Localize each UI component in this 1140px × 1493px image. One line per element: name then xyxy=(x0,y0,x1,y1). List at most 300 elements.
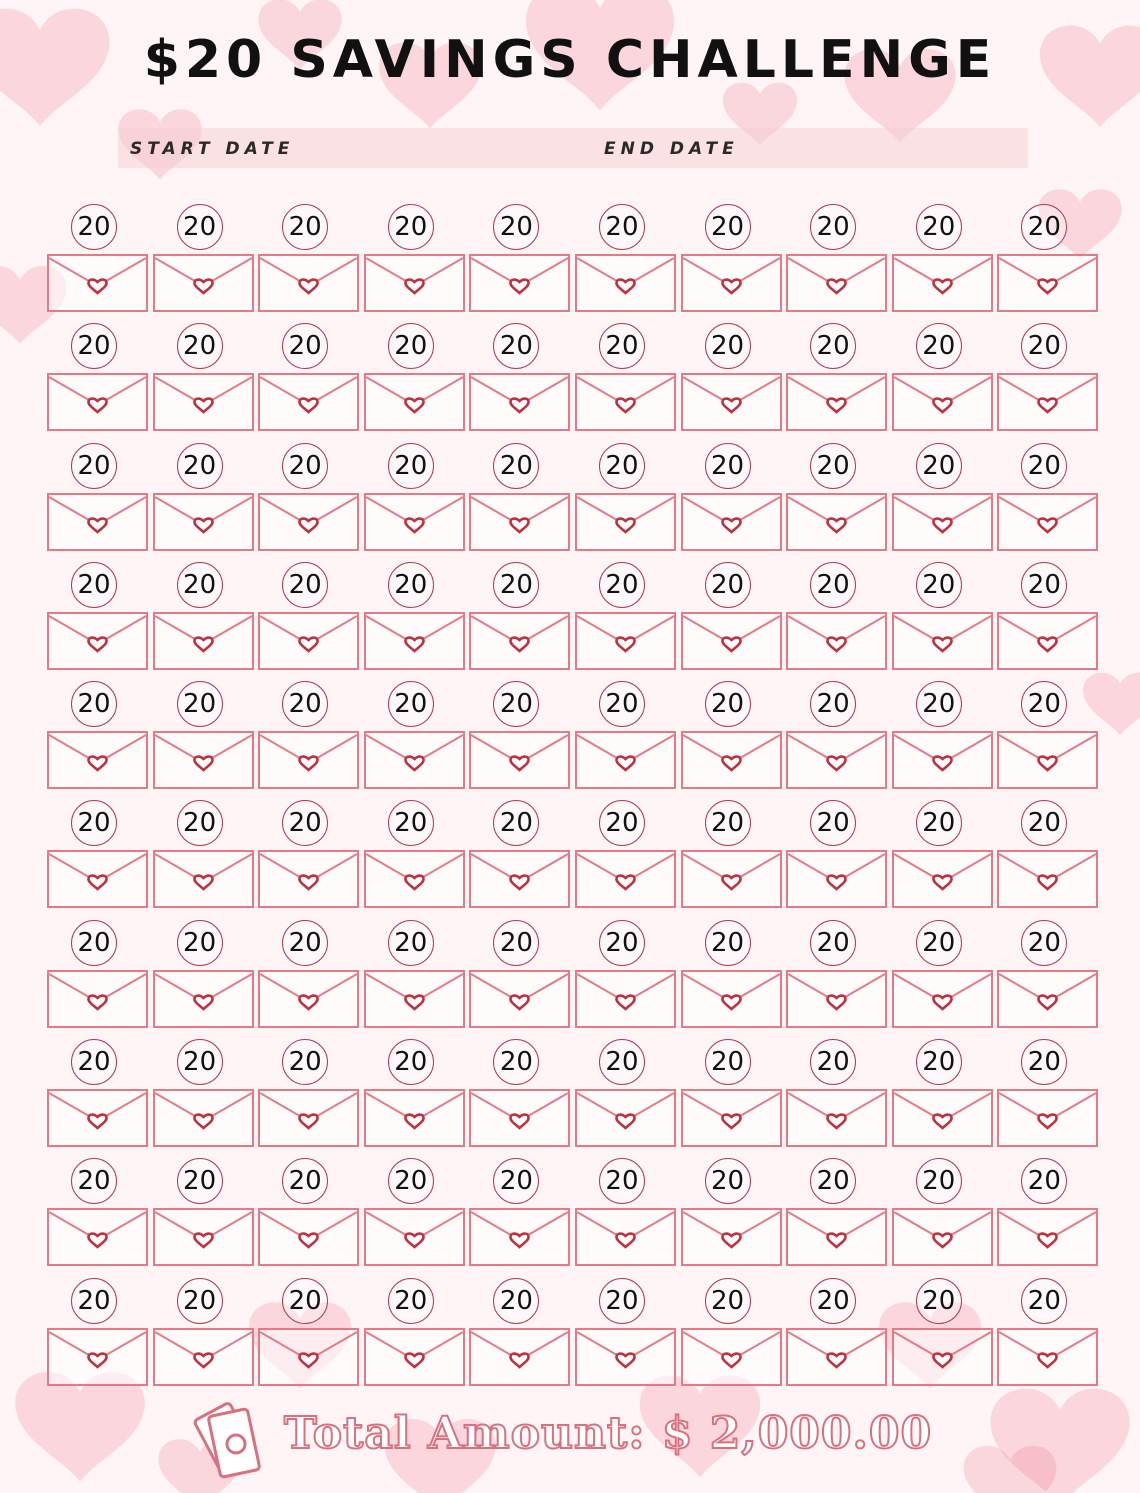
savings-cell[interactable] xyxy=(467,200,573,319)
envelope-icon[interactable] xyxy=(892,1089,993,1147)
envelope-icon[interactable] xyxy=(786,1089,887,1147)
amount-coin[interactable]: 20 xyxy=(705,323,751,369)
amount-coin[interactable]: 20 xyxy=(599,323,645,369)
envelope-icon[interactable] xyxy=(364,373,465,431)
amount-coin[interactable]: 20 xyxy=(599,204,645,250)
amount-coin[interactable]: 20 xyxy=(177,681,223,727)
amount-coin[interactable]: 20 xyxy=(916,800,962,846)
envelope-icon[interactable] xyxy=(575,1089,676,1147)
amount-coin[interactable]: 20 xyxy=(1021,800,1067,846)
amount-coin[interactable]: 20 xyxy=(71,920,117,966)
amount-coin[interactable]: 20 xyxy=(705,204,751,250)
amount-coin[interactable]: 20 xyxy=(282,800,328,846)
envelope-icon[interactable] xyxy=(575,612,676,670)
amount-coin[interactable]: 20 xyxy=(493,562,539,608)
savings-cell[interactable] xyxy=(151,1154,257,1273)
savings-cell[interactable] xyxy=(256,796,362,915)
savings-cell[interactable] xyxy=(679,200,785,319)
amount-coin[interactable]: 20 xyxy=(916,1039,962,1085)
envelope-icon[interactable] xyxy=(786,493,887,551)
savings-cell[interactable] xyxy=(573,677,679,796)
amount-coin[interactable]: 20 xyxy=(282,562,328,608)
amount-coin[interactable]: 20 xyxy=(705,800,751,846)
envelope-icon[interactable] xyxy=(575,1328,676,1386)
envelope-icon[interactable] xyxy=(364,1328,465,1386)
savings-cell[interactable] xyxy=(573,558,679,677)
amount-coin[interactable]: 20 xyxy=(705,681,751,727)
savings-cell[interactable] xyxy=(151,1035,257,1154)
envelope-icon[interactable] xyxy=(258,1089,359,1147)
envelope-icon[interactable] xyxy=(575,970,676,1028)
savings-cell[interactable] xyxy=(995,200,1101,319)
amount-coin[interactable]: 20 xyxy=(388,1158,434,1204)
envelope-icon[interactable] xyxy=(575,254,676,312)
savings-cell[interactable] xyxy=(890,1154,996,1273)
envelope-icon[interactable] xyxy=(258,970,359,1028)
amount-coin[interactable]: 20 xyxy=(810,323,856,369)
envelope-icon[interactable] xyxy=(153,1208,254,1266)
savings-cell[interactable] xyxy=(995,916,1101,1035)
amount-coin[interactable]: 20 xyxy=(599,1039,645,1085)
envelope-icon[interactable] xyxy=(786,850,887,908)
savings-cell[interactable] xyxy=(784,677,890,796)
amount-coin[interactable]: 20 xyxy=(916,323,962,369)
envelope-icon[interactable] xyxy=(892,731,993,789)
envelope-icon[interactable] xyxy=(892,493,993,551)
amount-coin[interactable]: 20 xyxy=(71,562,117,608)
envelope-icon[interactable] xyxy=(997,850,1098,908)
savings-cell[interactable] xyxy=(890,319,996,438)
amount-coin[interactable]: 20 xyxy=(916,204,962,250)
savings-cell[interactable] xyxy=(151,1274,257,1393)
envelope-icon[interactable] xyxy=(364,1208,465,1266)
savings-cell[interactable] xyxy=(256,439,362,558)
envelope-icon[interactable] xyxy=(258,1208,359,1266)
amount-coin[interactable]: 20 xyxy=(1021,562,1067,608)
savings-cell[interactable] xyxy=(467,1274,573,1393)
envelope-icon[interactable] xyxy=(258,493,359,551)
savings-cell[interactable] xyxy=(679,319,785,438)
savings-cell[interactable] xyxy=(890,677,996,796)
envelope-icon[interactable] xyxy=(892,970,993,1028)
savings-cell[interactable] xyxy=(362,1274,468,1393)
amount-coin[interactable]: 20 xyxy=(388,323,434,369)
envelope-icon[interactable] xyxy=(997,1089,1098,1147)
savings-cell[interactable] xyxy=(995,796,1101,915)
amount-coin[interactable]: 20 xyxy=(916,1158,962,1204)
savings-cell[interactable] xyxy=(467,677,573,796)
envelope-icon[interactable] xyxy=(47,970,148,1028)
savings-cell[interactable] xyxy=(995,1154,1101,1273)
envelope-icon[interactable] xyxy=(47,1089,148,1147)
savings-cell[interactable] xyxy=(45,319,151,438)
envelope-icon[interactable] xyxy=(258,850,359,908)
amount-coin[interactable]: 20 xyxy=(282,681,328,727)
savings-cell[interactable] xyxy=(45,677,151,796)
amount-coin[interactable]: 20 xyxy=(705,1158,751,1204)
amount-coin[interactable]: 20 xyxy=(493,323,539,369)
savings-cell[interactable] xyxy=(995,1274,1101,1393)
envelope-icon[interactable] xyxy=(153,373,254,431)
envelope-icon[interactable] xyxy=(681,254,782,312)
amount-coin[interactable]: 20 xyxy=(810,1158,856,1204)
savings-cell[interactable] xyxy=(256,200,362,319)
amount-coin[interactable]: 20 xyxy=(388,1278,434,1324)
envelope-icon[interactable] xyxy=(681,493,782,551)
envelope-icon[interactable] xyxy=(892,1208,993,1266)
savings-cell[interactable] xyxy=(362,916,468,1035)
envelope-icon[interactable] xyxy=(469,373,570,431)
envelope-icon[interactable] xyxy=(575,731,676,789)
amount-coin[interactable]: 20 xyxy=(388,204,434,250)
savings-cell[interactable] xyxy=(45,439,151,558)
amount-coin[interactable]: 20 xyxy=(493,1278,539,1324)
savings-cell[interactable] xyxy=(995,558,1101,677)
savings-cell[interactable] xyxy=(362,677,468,796)
amount-coin[interactable]: 20 xyxy=(493,443,539,489)
amount-coin[interactable]: 20 xyxy=(493,204,539,250)
savings-cell[interactable] xyxy=(362,319,468,438)
amount-coin[interactable]: 20 xyxy=(388,681,434,727)
amount-coin[interactable]: 20 xyxy=(1021,1039,1067,1085)
amount-coin[interactable]: 20 xyxy=(1021,1278,1067,1324)
amount-coin[interactable]: 20 xyxy=(916,1278,962,1324)
envelope-icon[interactable] xyxy=(469,1208,570,1266)
envelope-icon[interactable] xyxy=(47,1328,148,1386)
amount-coin[interactable]: 20 xyxy=(705,1039,751,1085)
savings-cell[interactable] xyxy=(256,1035,362,1154)
envelope-icon[interactable] xyxy=(892,373,993,431)
savings-cell[interactable] xyxy=(467,796,573,915)
savings-cell[interactable] xyxy=(256,319,362,438)
amount-coin[interactable]: 20 xyxy=(388,920,434,966)
savings-cell[interactable] xyxy=(995,1035,1101,1154)
envelope-icon[interactable] xyxy=(47,254,148,312)
amount-coin[interactable]: 20 xyxy=(1021,443,1067,489)
savings-cell[interactable] xyxy=(890,200,996,319)
envelope-icon[interactable] xyxy=(892,612,993,670)
savings-cell[interactable] xyxy=(784,558,890,677)
savings-cell[interactable] xyxy=(467,1154,573,1273)
savings-cell[interactable] xyxy=(362,1035,468,1154)
envelope-icon[interactable] xyxy=(997,1208,1098,1266)
savings-cell[interactable] xyxy=(679,1154,785,1273)
envelope-icon[interactable] xyxy=(258,1328,359,1386)
envelope-icon[interactable] xyxy=(997,731,1098,789)
savings-cell[interactable] xyxy=(467,558,573,677)
savings-cell[interactable] xyxy=(679,439,785,558)
envelope-icon[interactable] xyxy=(258,373,359,431)
envelope-icon[interactable] xyxy=(681,970,782,1028)
amount-coin[interactable]: 20 xyxy=(1021,323,1067,369)
envelope-icon[interactable] xyxy=(575,373,676,431)
savings-cell[interactable] xyxy=(784,1035,890,1154)
amount-coin[interactable]: 20 xyxy=(1021,1158,1067,1204)
savings-cell[interactable] xyxy=(890,916,996,1035)
amount-coin[interactable]: 20 xyxy=(282,323,328,369)
envelope-icon[interactable] xyxy=(997,493,1098,551)
envelope-icon[interactable] xyxy=(786,970,887,1028)
amount-coin[interactable]: 20 xyxy=(599,920,645,966)
amount-coin[interactable]: 20 xyxy=(177,920,223,966)
savings-cell[interactable] xyxy=(890,796,996,915)
envelope-icon[interactable] xyxy=(786,1208,887,1266)
savings-cell[interactable] xyxy=(362,200,468,319)
amount-coin[interactable]: 20 xyxy=(599,800,645,846)
savings-cell[interactable] xyxy=(679,677,785,796)
savings-cell[interactable] xyxy=(151,796,257,915)
amount-coin[interactable]: 20 xyxy=(599,1158,645,1204)
savings-cell[interactable] xyxy=(151,677,257,796)
amount-coin[interactable]: 20 xyxy=(177,800,223,846)
amount-coin[interactable]: 20 xyxy=(177,1039,223,1085)
envelope-icon[interactable] xyxy=(153,970,254,1028)
envelope-icon[interactable] xyxy=(997,1328,1098,1386)
savings-cell[interactable] xyxy=(995,677,1101,796)
amount-coin[interactable]: 20 xyxy=(810,681,856,727)
envelope-icon[interactable] xyxy=(997,254,1098,312)
savings-cell[interactable] xyxy=(256,916,362,1035)
envelope-icon[interactable] xyxy=(47,850,148,908)
envelope-icon[interactable] xyxy=(681,731,782,789)
envelope-icon[interactable] xyxy=(786,731,887,789)
savings-cell[interactable] xyxy=(45,1154,151,1273)
amount-coin[interactable]: 20 xyxy=(71,1158,117,1204)
savings-cell[interactable] xyxy=(784,916,890,1035)
envelope-icon[interactable] xyxy=(997,970,1098,1028)
amount-coin[interactable]: 20 xyxy=(71,681,117,727)
amount-coin[interactable]: 20 xyxy=(916,562,962,608)
savings-cell[interactable] xyxy=(573,439,679,558)
savings-cell[interactable] xyxy=(45,1274,151,1393)
envelope-icon[interactable] xyxy=(786,254,887,312)
amount-coin[interactable]: 20 xyxy=(599,1278,645,1324)
envelope-icon[interactable] xyxy=(786,373,887,431)
amount-coin[interactable]: 20 xyxy=(810,204,856,250)
savings-cell[interactable] xyxy=(679,558,785,677)
amount-coin[interactable]: 20 xyxy=(177,562,223,608)
savings-cell[interactable] xyxy=(151,319,257,438)
amount-coin[interactable]: 20 xyxy=(177,323,223,369)
savings-cell[interactable] xyxy=(995,439,1101,558)
envelope-icon[interactable] xyxy=(892,254,993,312)
savings-cell[interactable] xyxy=(362,558,468,677)
amount-coin[interactable]: 20 xyxy=(493,1039,539,1085)
savings-cell[interactable] xyxy=(573,200,679,319)
envelope-icon[interactable] xyxy=(153,731,254,789)
savings-cell[interactable] xyxy=(256,677,362,796)
envelope-icon[interactable] xyxy=(47,373,148,431)
amount-coin[interactable]: 20 xyxy=(177,443,223,489)
savings-cell[interactable] xyxy=(784,796,890,915)
amount-coin[interactable]: 20 xyxy=(388,443,434,489)
amount-coin[interactable]: 20 xyxy=(916,920,962,966)
amount-coin[interactable]: 20 xyxy=(705,1278,751,1324)
envelope-icon[interactable] xyxy=(681,612,782,670)
envelope-icon[interactable] xyxy=(469,731,570,789)
envelope-icon[interactable] xyxy=(997,373,1098,431)
amount-coin[interactable]: 20 xyxy=(810,800,856,846)
amount-coin[interactable]: 20 xyxy=(493,800,539,846)
envelope-icon[interactable] xyxy=(258,731,359,789)
amount-coin[interactable]: 20 xyxy=(810,920,856,966)
amount-coin[interactable]: 20 xyxy=(810,443,856,489)
savings-cell[interactable] xyxy=(573,916,679,1035)
savings-cell[interactable] xyxy=(362,1154,468,1273)
amount-coin[interactable]: 20 xyxy=(705,562,751,608)
savings-cell[interactable] xyxy=(256,1274,362,1393)
savings-cell[interactable] xyxy=(151,916,257,1035)
savings-cell[interactable] xyxy=(256,558,362,677)
savings-cell[interactable] xyxy=(784,200,890,319)
savings-cell[interactable] xyxy=(151,439,257,558)
amount-coin[interactable]: 20 xyxy=(282,443,328,489)
amount-coin[interactable]: 20 xyxy=(1021,920,1067,966)
savings-cell[interactable] xyxy=(573,319,679,438)
savings-cell[interactable] xyxy=(362,439,468,558)
envelope-icon[interactable] xyxy=(469,970,570,1028)
savings-cell[interactable] xyxy=(45,558,151,677)
envelope-icon[interactable] xyxy=(153,850,254,908)
envelope-icon[interactable] xyxy=(469,254,570,312)
envelope-icon[interactable] xyxy=(47,731,148,789)
savings-cell[interactable] xyxy=(679,1274,785,1393)
amount-coin[interactable]: 20 xyxy=(599,443,645,489)
amount-coin[interactable]: 20 xyxy=(71,1278,117,1324)
savings-cell[interactable] xyxy=(784,439,890,558)
amount-coin[interactable]: 20 xyxy=(493,1158,539,1204)
amount-coin[interactable]: 20 xyxy=(177,204,223,250)
envelope-icon[interactable] xyxy=(469,1089,570,1147)
amount-coin[interactable]: 20 xyxy=(493,920,539,966)
envelope-icon[interactable] xyxy=(469,1328,570,1386)
envelope-icon[interactable] xyxy=(681,1208,782,1266)
envelope-icon[interactable] xyxy=(258,254,359,312)
amount-coin[interactable]: 20 xyxy=(388,562,434,608)
envelope-icon[interactable] xyxy=(153,254,254,312)
savings-cell[interactable] xyxy=(256,1154,362,1273)
amount-coin[interactable]: 20 xyxy=(71,800,117,846)
envelope-icon[interactable] xyxy=(47,612,148,670)
envelope-icon[interactable] xyxy=(892,1328,993,1386)
amount-coin[interactable]: 20 xyxy=(599,681,645,727)
envelope-icon[interactable] xyxy=(892,850,993,908)
envelope-icon[interactable] xyxy=(258,612,359,670)
envelope-icon[interactable] xyxy=(153,612,254,670)
savings-cell[interactable] xyxy=(45,1035,151,1154)
amount-coin[interactable]: 20 xyxy=(71,323,117,369)
amount-coin[interactable]: 20 xyxy=(1021,681,1067,727)
amount-coin[interactable]: 20 xyxy=(282,1158,328,1204)
savings-cell[interactable] xyxy=(45,796,151,915)
envelope-icon[interactable] xyxy=(47,1208,148,1266)
savings-cell[interactable] xyxy=(467,439,573,558)
envelope-icon[interactable] xyxy=(364,850,465,908)
envelope-icon[interactable] xyxy=(364,254,465,312)
envelope-icon[interactable] xyxy=(364,612,465,670)
amount-coin[interactable]: 20 xyxy=(71,204,117,250)
amount-coin[interactable]: 20 xyxy=(282,920,328,966)
savings-cell[interactable] xyxy=(467,1035,573,1154)
savings-cell[interactable] xyxy=(573,1154,679,1273)
envelope-icon[interactable] xyxy=(681,1089,782,1147)
amount-coin[interactable]: 20 xyxy=(493,681,539,727)
amount-coin[interactable]: 20 xyxy=(282,1278,328,1324)
savings-cell[interactable] xyxy=(151,558,257,677)
envelope-icon[interactable] xyxy=(469,493,570,551)
savings-cell[interactable] xyxy=(784,1274,890,1393)
savings-cell[interactable] xyxy=(573,796,679,915)
envelope-icon[interactable] xyxy=(469,850,570,908)
envelope-icon[interactable] xyxy=(575,850,676,908)
savings-cell[interactable] xyxy=(45,916,151,1035)
amount-coin[interactable]: 20 xyxy=(810,1278,856,1324)
savings-cell[interactable] xyxy=(679,796,785,915)
envelope-icon[interactable] xyxy=(153,1089,254,1147)
amount-coin[interactable]: 20 xyxy=(705,443,751,489)
savings-cell[interactable] xyxy=(467,319,573,438)
amount-coin[interactable]: 20 xyxy=(71,1039,117,1085)
savings-cell[interactable] xyxy=(679,1035,785,1154)
savings-cell[interactable] xyxy=(890,1035,996,1154)
savings-cell[interactable] xyxy=(784,319,890,438)
amount-coin[interactable]: 20 xyxy=(388,1039,434,1085)
envelope-icon[interactable] xyxy=(997,612,1098,670)
amount-coin[interactable]: 20 xyxy=(599,562,645,608)
amount-coin[interactable]: 20 xyxy=(810,562,856,608)
savings-cell[interactable] xyxy=(362,796,468,915)
envelope-icon[interactable] xyxy=(681,1328,782,1386)
envelope-icon[interactable] xyxy=(364,493,465,551)
envelope-icon[interactable] xyxy=(153,1328,254,1386)
envelope-icon[interactable] xyxy=(364,731,465,789)
amount-coin[interactable]: 20 xyxy=(71,443,117,489)
savings-cell[interactable] xyxy=(784,1154,890,1273)
savings-cell[interactable] xyxy=(890,558,996,677)
amount-coin[interactable]: 20 xyxy=(916,681,962,727)
envelope-icon[interactable] xyxy=(364,970,465,1028)
amount-coin[interactable]: 20 xyxy=(177,1158,223,1204)
savings-cell[interactable] xyxy=(151,200,257,319)
amount-coin[interactable]: 20 xyxy=(705,920,751,966)
savings-cell[interactable] xyxy=(573,1274,679,1393)
envelope-icon[interactable] xyxy=(364,1089,465,1147)
envelope-icon[interactable] xyxy=(681,373,782,431)
envelope-icon[interactable] xyxy=(786,612,887,670)
savings-cell[interactable] xyxy=(679,916,785,1035)
envelope-icon[interactable] xyxy=(575,1208,676,1266)
amount-coin[interactable]: 20 xyxy=(916,443,962,489)
savings-cell[interactable] xyxy=(890,1274,996,1393)
envelope-icon[interactable] xyxy=(575,493,676,551)
savings-cell[interactable] xyxy=(890,439,996,558)
envelope-icon[interactable] xyxy=(469,612,570,670)
envelope-icon[interactable] xyxy=(153,493,254,551)
amount-coin[interactable]: 20 xyxy=(388,800,434,846)
amount-coin[interactable]: 20 xyxy=(282,204,328,250)
envelope-icon[interactable] xyxy=(681,850,782,908)
amount-coin[interactable]: 20 xyxy=(810,1039,856,1085)
savings-cell[interactable] xyxy=(995,319,1101,438)
amount-coin[interactable]: 20 xyxy=(177,1278,223,1324)
envelope-icon[interactable] xyxy=(47,493,148,551)
amount-coin[interactable]: 20 xyxy=(1021,204,1067,250)
amount-coin[interactable]: 20 xyxy=(282,1039,328,1085)
savings-cell[interactable] xyxy=(573,1035,679,1154)
envelope-icon[interactable] xyxy=(786,1328,887,1386)
savings-cell[interactable] xyxy=(467,916,573,1035)
savings-cell[interactable] xyxy=(45,200,151,319)
